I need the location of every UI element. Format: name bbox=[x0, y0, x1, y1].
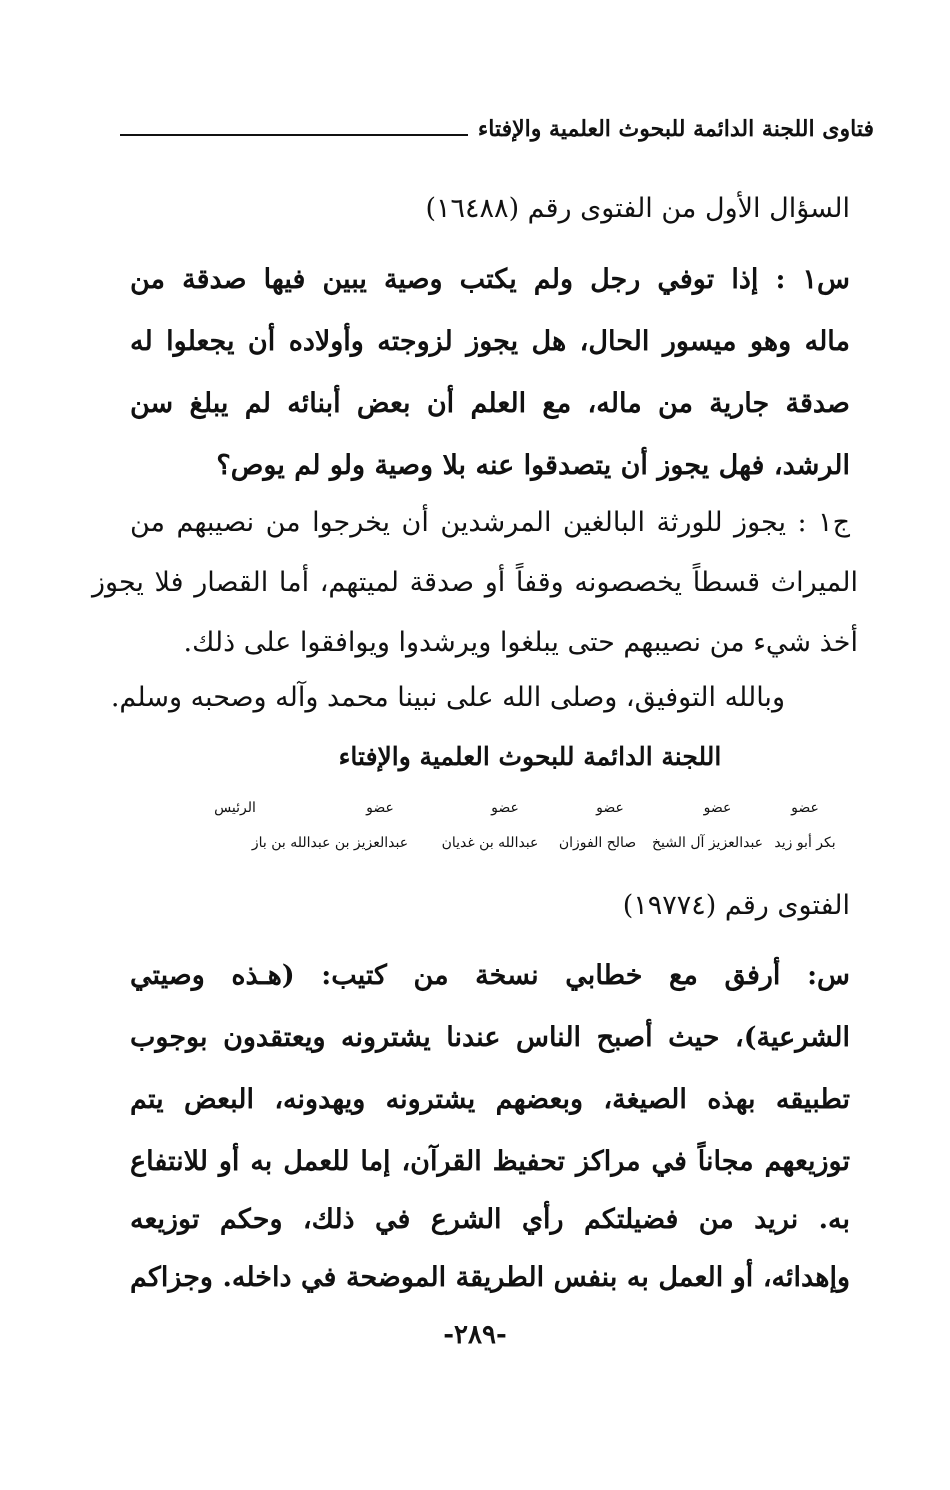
signature-title: عضو bbox=[596, 800, 624, 816]
signature-title: عضو bbox=[491, 800, 519, 816]
member-name: بكر أبو زيد bbox=[774, 835, 836, 851]
fatwa1-answer-line: ج١ : يجوز للورثة البالغين المرشدين أن يخرجوا من نصيبهم من bbox=[130, 507, 850, 538]
fatwa1-answer-line: أخذ شيء من نصيبهم حتى يبلغوا ويرشدوا ويوافقوا على ذلك. bbox=[183, 627, 858, 658]
fatwa2-question-line: به. نريد من فضيلتكم رأي الشرع في ذلك، وحكم توزيعه bbox=[130, 1204, 850, 1235]
fatwa2-question-line: س: أرفق مع خطابي نسخة من كتيب: (هـذه وصيتي bbox=[130, 960, 850, 991]
page-number: -٢٨٩- bbox=[443, 1320, 507, 1350]
member-name: عبدالعزيز آل الشيخ bbox=[651, 835, 764, 851]
fatwa2-question-line: الشرعية)، حيث أصبح الناس عندنا يشترونه ويعتقدون بوجوب bbox=[130, 1022, 850, 1053]
signature-title: عضو bbox=[703, 800, 732, 816]
fatwa2-heading: الفتوى رقم (١٩٧٧٤) bbox=[622, 890, 850, 921]
fatwa1-answer-line: الميراث قسطاً يخصصونه وقفاً أو صدقة لميتهم، أما القصار فلا يجوز bbox=[92, 567, 858, 598]
committee-name: اللجنة الدائمة للبحوث العلمية والإفتاء bbox=[338, 742, 722, 771]
signature-names-row bbox=[130, 835, 840, 851]
fatwa2-question-line: وإهدائه، أو العمل به بنفس الطريقة الموضحة في داخله. وجزاكم bbox=[130, 1262, 850, 1293]
header-rule bbox=[120, 134, 468, 136]
member-name: عبدالله بن غديان bbox=[441, 835, 539, 851]
fatwa1-question-line: س١ : إذا توفي رجل ولم يكتب وصية يبين فيها صدقة من bbox=[130, 264, 850, 295]
fatwa1-question-line: صدقة جارية من ماله، مع العلم أن بعض أبنائه لم يبلغ سن bbox=[130, 388, 850, 419]
signature-title: عضو bbox=[791, 800, 819, 816]
fatwa2-question-line: توزيعهم مجاناً في مراكز تحفيظ القرآن، إما للعمل به أو للانتفاع bbox=[130, 1146, 850, 1177]
fatwa1-question-line: الرشد، فهل يجوز أن يتصدقوا عنه بلا وصية ولو لم يوص؟ bbox=[216, 450, 850, 481]
member-name: عبدالعزيز بن عبدالله بن باز bbox=[251, 835, 409, 851]
signature-title: عضو bbox=[366, 800, 394, 816]
fatwa1-question-line: ماله وهو ميسور الحال، هل يجوز لزوجته وأولاده أن يجعلوا له bbox=[130, 326, 851, 357]
running-title: فتاوى اللجنة الدائمة للبحوث العلمية والإفتاء bbox=[477, 116, 874, 142]
fatwa2-question-line: تطبيقه بهذه الصيغة، وبعضهم يشترونه ويهدونه، البعض يتم bbox=[130, 1084, 850, 1115]
member-name: صالح الفوزان bbox=[558, 835, 637, 851]
running-header bbox=[120, 112, 874, 146]
fatwa1-closing-line: وبالله التوفيق، وصلى الله على نبينا محمد وآله وصحبه وسلم. bbox=[110, 682, 785, 713]
signature-title: الرئيس bbox=[214, 800, 256, 816]
signature-titles-row bbox=[130, 800, 840, 816]
fatwa1-heading: السؤال الأول من الفتوى رقم (١٦٤٨٨) bbox=[425, 193, 850, 224]
